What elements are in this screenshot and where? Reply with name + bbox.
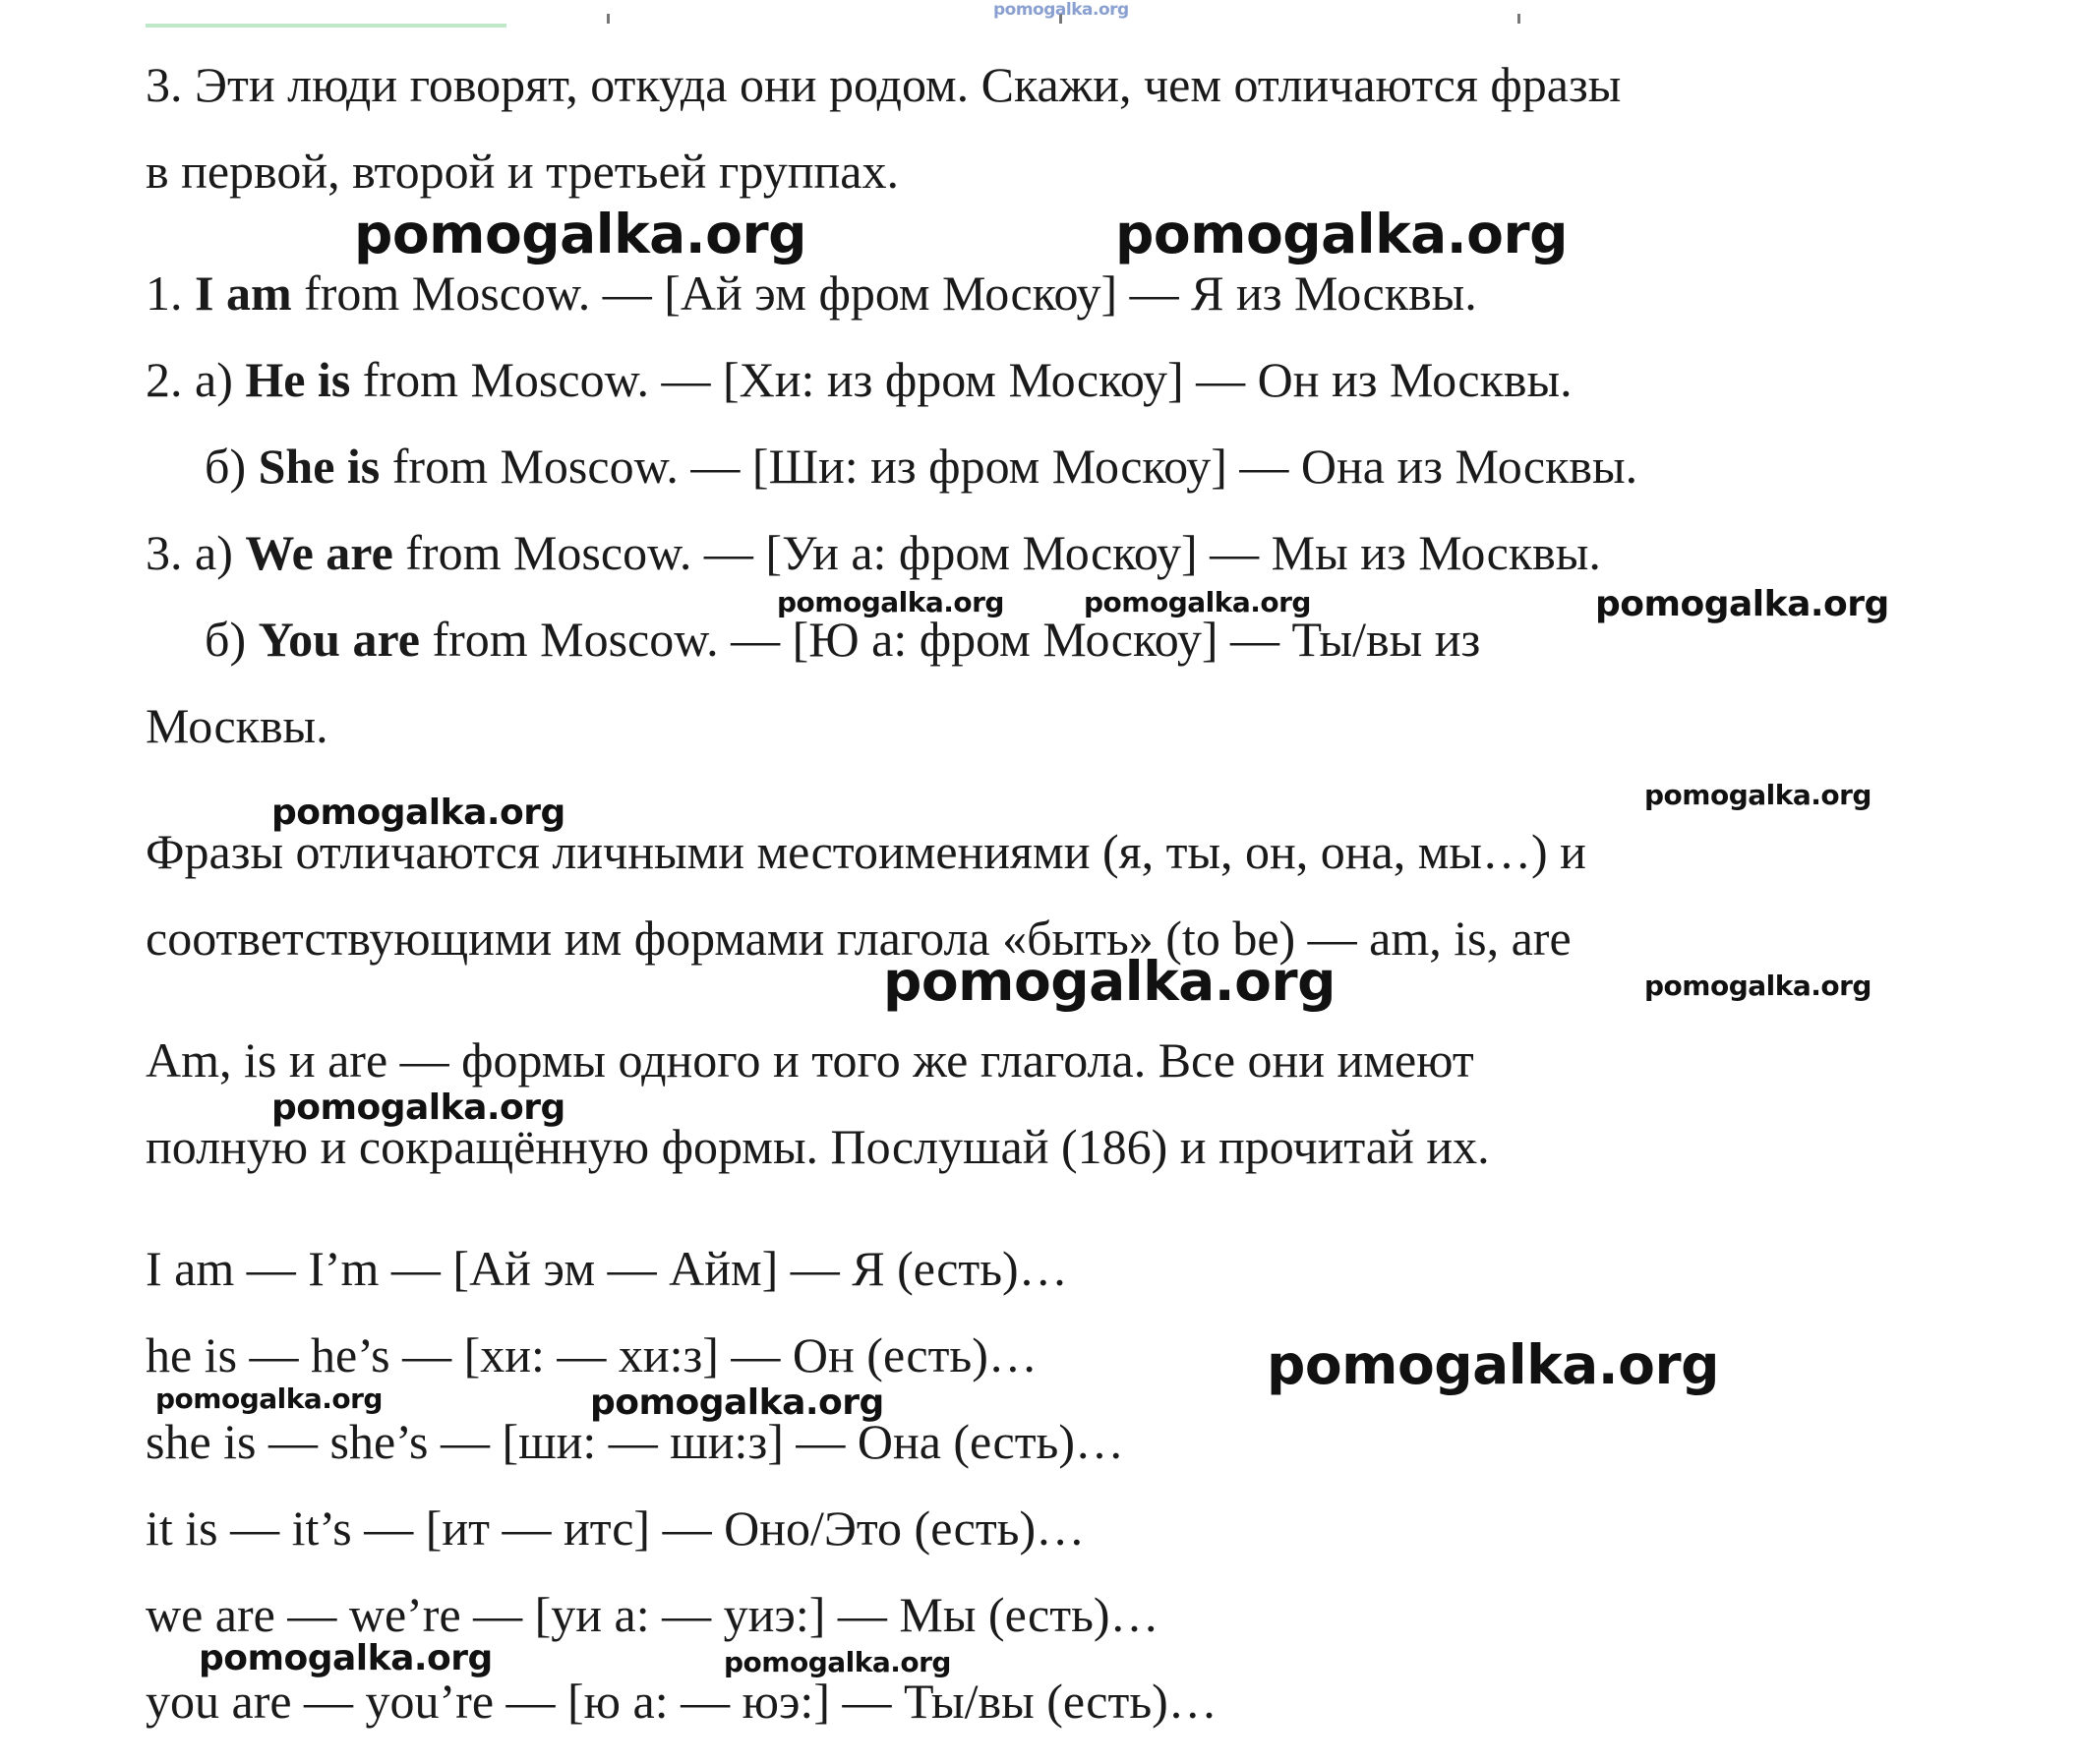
example-number: 1. [146, 265, 195, 321]
example-line-wrap: Москвы. [146, 698, 328, 753]
explanation-line: соответствующими им формами глагола «быть» (to be) — am, is, are [146, 911, 1572, 966]
example-pronoun-verb: We are [245, 525, 393, 580]
example-text: from Moscow. — [Ю а: фром Москоу] — Ты/вы из [419, 612, 1481, 667]
watermark: pomogalka.org [993, 0, 1129, 20]
verb-form-line: I am — I’m — [Ай эм — Айм] — Я (есть)… [146, 1241, 1068, 1296]
example-text: from Moscow. — [Ши: из фром Москоу] — Она из Москвы. [380, 439, 1638, 494]
example-pronoun-verb: I am [195, 265, 292, 321]
top-fragment-mark [1517, 14, 1520, 24]
task-line: 3. Эти люди говорят, откуда они родом. Скажи, чем отличаются фразы [146, 57, 1622, 112]
watermark: pomogalka.org [883, 950, 1336, 1013]
example-text: from Moscow. — [Ай эм фром Москоу] — Я из Москвы. [291, 265, 1477, 321]
example-pronoun-verb: He is [245, 352, 351, 407]
example-line [146, 523, 1601, 582]
example-line [146, 350, 1573, 409]
watermark: pomogalka.org [1267, 1333, 1719, 1396]
watermark: pomogalka.org [1115, 203, 1568, 265]
example-text: from Moscow. — [Хи: из фром Москоу] — Он из Москвы. [350, 352, 1573, 407]
task-line: в первой, второй и третьей группах. [146, 144, 899, 199]
watermark: pomogalka.org [1595, 584, 1889, 624]
watermark: pomogalka.org [271, 793, 565, 833]
top-highlight-strip [146, 24, 506, 28]
example-number: б) [205, 439, 259, 494]
example-number: 3. а) [146, 525, 246, 580]
explanation-line: полную и сокращённую формы. Послушай (186) и прочитай их. [146, 1119, 1490, 1174]
example-number: 2. а) [146, 352, 246, 407]
top-fragment-mark [607, 14, 610, 24]
example-number: б) [205, 612, 259, 667]
watermark: pomogalka.org [199, 1638, 493, 1678]
watermark: pomogalka.org [1644, 779, 1871, 811]
watermark: pomogalka.org [155, 1382, 383, 1415]
verb-form-line: we are — we’re — [уи а: — уиэ:] — Мы (есть)… [146, 1587, 1159, 1642]
example-line [205, 610, 1480, 669]
verb-form-line: you are — you’re — [ю а: — юэ:] — Ты/вы (есть)… [146, 1674, 1218, 1729]
watermark: pomogalka.org [777, 586, 1004, 618]
example-line [146, 264, 1477, 323]
verb-form-line: he is — he’s — [хи: — хи:з] — Он (есть)… [146, 1327, 1038, 1382]
example-text: from Moscow. — [Уи а: фром Москоу] — Мы из Москвы. [392, 525, 1601, 580]
example-pronoun-verb: You are [258, 612, 420, 667]
verb-form-line: she is — she’s — [ши: — ши:з] — Она (есть)… [146, 1414, 1124, 1469]
example-pronoun-verb: She is [258, 439, 381, 494]
explanation-line: Фразы отличаются личными местоимениями (я, ты, он, она, мы…) и [146, 824, 1586, 879]
explanation-line: Am, is и are — формы одного и того же глагола. Все они имеют [146, 1032, 1474, 1088]
example-line [205, 437, 1637, 496]
watermark: pomogalka.org [354, 203, 806, 265]
watermark: pomogalka.org [1644, 970, 1871, 1002]
watermark: pomogalka.org [590, 1382, 884, 1423]
watermark: pomogalka.org [724, 1646, 951, 1678]
watermark: pomogalka.org [1084, 586, 1311, 618]
verb-form-line: it is — it’s — [ит — итс] — Оно/Это (есть)… [146, 1500, 1086, 1556]
watermark: pomogalka.org [271, 1088, 565, 1128]
